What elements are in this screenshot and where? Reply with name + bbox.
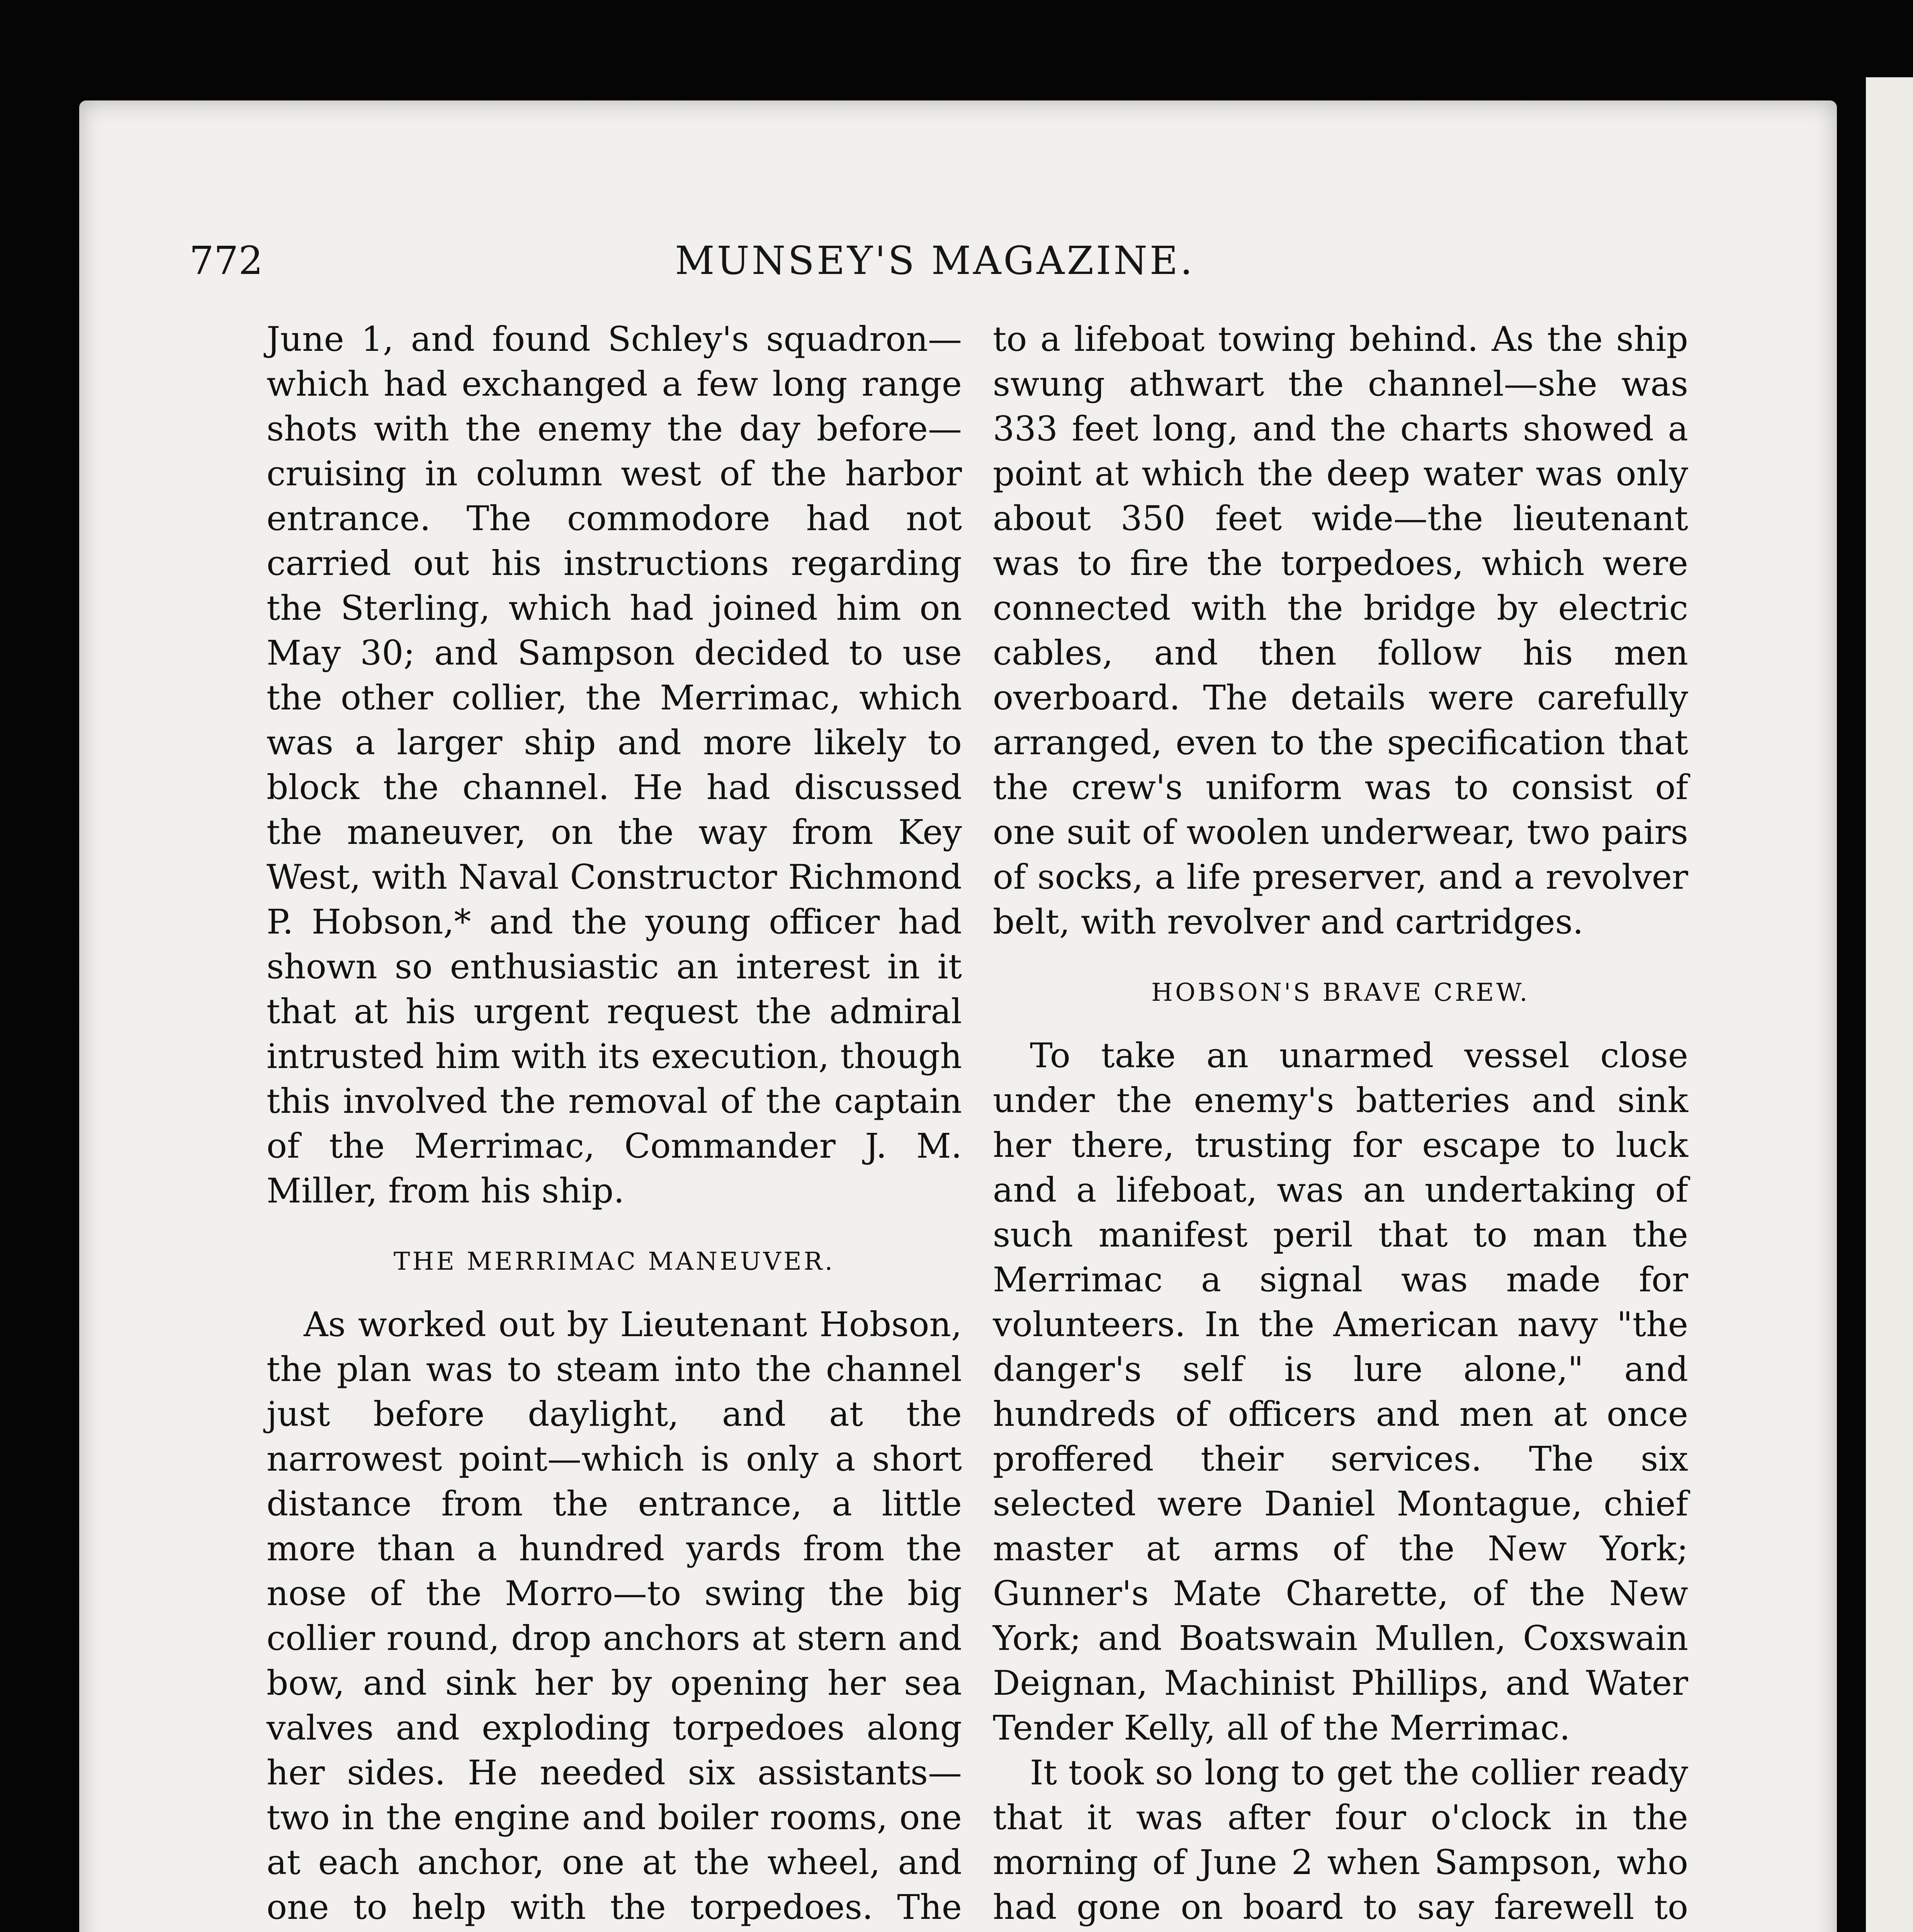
page-number: 772 [189,238,263,283]
section-heading-hobsons-brave-crew: HOBSON'S BRAVE CREW. [1151,978,1530,1007]
right-paragraph-1: to a lifeboat towing behind. As the ship swung athwart the channel—she was 333 feet long, and the charts showed a point at which the deep water was only about 350 feet wide—the lieutenant was to fire the torpedoes, which were connected with the bridge by electric cables, and then follow his men overboard. The details were carefully arranged, even to the specification that the crew's uniform was to consist of one suit of woolen underwear, two pairs of socks, a life preserver, and a revolver belt, with revolver and cartridges. [993,319,1688,942]
running-title: MUNSEY'S MAGAZINE. [675,238,1195,283]
left-column [267,317,962,1932]
left-paragraph-1: June 1, and found Schley's squadron—which had exchanged a few long range shots with the enemy the day before—cruising in column west of the harbor entrance. The commodore had not carried out his instructions regarding the Sterling, which had joined him on May 30; and Sampson decided to use the other collier, the Merrimac, which was a larger ship and more likely to block the channel. He had discussed the maneuver, on the way from Key West, with Naval Constructor Richmond P. Hobson,* and the young officer had shown so enthusiastic an interest in it that at his urgent request the admiral intrusted him with its execution, though this involved the removal of the captain of the Merrimac, Commander J. M. Miller, from his ship. [267,319,962,1211]
right-column [993,317,1688,1932]
facing-page-edge [1866,77,1913,1932]
page-header [189,236,1680,286]
left-paragraph-2: As worked out by Lieutenant Hobson, the plan was to steam into the channel just before daylight, and at the narrowest point—which is only a short distance from the entrance, a little more than a hundred yards from the nose of the Morro—to swing the big collier round, drop anchors at stern and bow, and sink her by opening her sea valves and exploding torpedoes along her sides. He needed six assistants—two in the engine and boiler rooms, one at each anchor, one at the wheel, and one to help with the torpedoes. The [267,1304,962,1927]
right-paragraph-3: It took so long to get the collier ready that it was after four o'clock in the morning of June 2 when Sampson, who had gone on board to say farewell to [993,1753,1688,1927]
section-heading-merrimac-maneuver: THE MERRIMAC MANEUVER. [393,1247,835,1276]
right-paragraph-2: To take an unarmed vessel close under the enemy's batteries and sink her there, trusting for escape to luck and a lifeboat, was an undertaking of such manifest peril that to man the Merrimac a signal was made for volunteers. In the American navy "the danger's self is lure alone," and hundreds of officers and men at once proffered their services. The six selected were Daniel Montague, chief master at arms of the New York; Gunner's Mate Charette, of the New York; and Boatswain Mullen, Coxswain Deignan, Machinist Phillips, and Water Tender Kelly, all of the Merrimac. [993,1036,1688,1748]
